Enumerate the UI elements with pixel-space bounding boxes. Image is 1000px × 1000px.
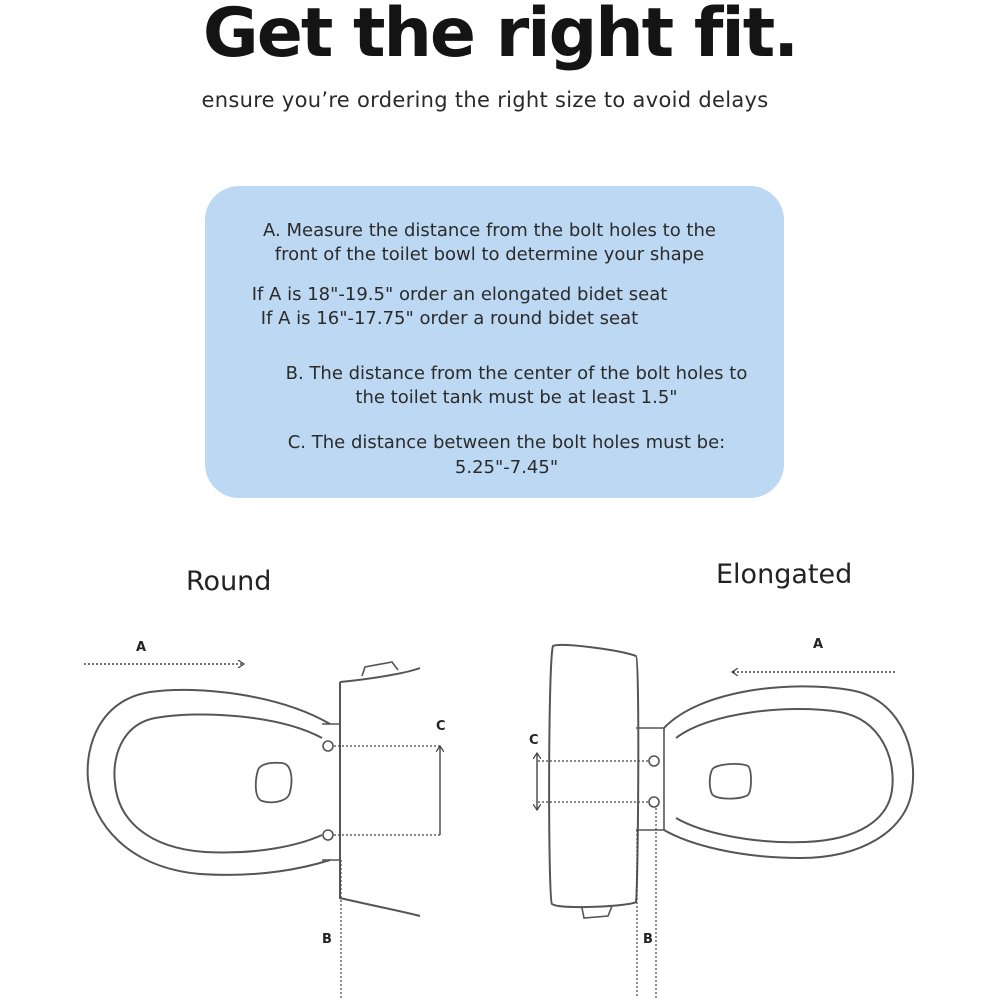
instruction-a-line-1: A. Measure the distance from the bolt holes to the (263, 220, 716, 241)
round-bolt-hole-top (323, 741, 333, 751)
round-marker-c: C (436, 719, 446, 734)
elongated-bowl-outer (664, 686, 913, 858)
round-seat-hole (256, 763, 292, 803)
elongated-bowl-inner (676, 709, 893, 842)
instruction-b-line-2: the toilet tank must be at least 1.5" (355, 387, 678, 408)
elongated-marker-c: C (529, 733, 539, 748)
toilet-measurement-diagram (0, 620, 1000, 1000)
elongated-seat-hole (710, 764, 751, 799)
instruction-elongated-rule: If A is 18"-19.5" order an elongated bidet seat (251, 284, 668, 305)
round-label: Round (186, 566, 272, 597)
instruction-c-line-1: C. The distance between the bolt holes must be: (287, 432, 726, 453)
elongated-bolt-hole-top (649, 756, 659, 766)
round-toilet-drawing (88, 662, 420, 916)
round-bolt-hole-bottom (323, 830, 333, 840)
round-marker-a: A (136, 640, 147, 655)
elongated-tank (549, 645, 638, 907)
round-tank-side (340, 668, 420, 916)
round-bowl-outer (88, 690, 330, 875)
instruction-a-line-2: front of the toilet bowl to determine your shape (274, 244, 705, 265)
instruction-b-line-1: B. The distance from the center of the bolt holes to (285, 363, 748, 384)
instruction-round-rule: If A is 16"-17.75" order a round bidet seat (260, 308, 639, 329)
instruction-c-line-2: 5.25"-7.45" (454, 457, 559, 478)
page-subtitle: ensure you’re ordering the right size to avoid delays (201, 88, 769, 112)
elongated-label: Elongated (716, 559, 853, 590)
elongated-toilet-drawing (549, 645, 913, 918)
elongated-bolt-hole-bottom (649, 797, 659, 807)
page-title: Get the right fit. (202, 0, 798, 73)
elongated-marker-a: A (813, 637, 824, 652)
round-marker-b: B (322, 932, 332, 947)
elongated-hinge-plate (636, 728, 664, 830)
elongated-marker-b: B (643, 932, 653, 947)
measurement-instructions-box (205, 186, 784, 498)
